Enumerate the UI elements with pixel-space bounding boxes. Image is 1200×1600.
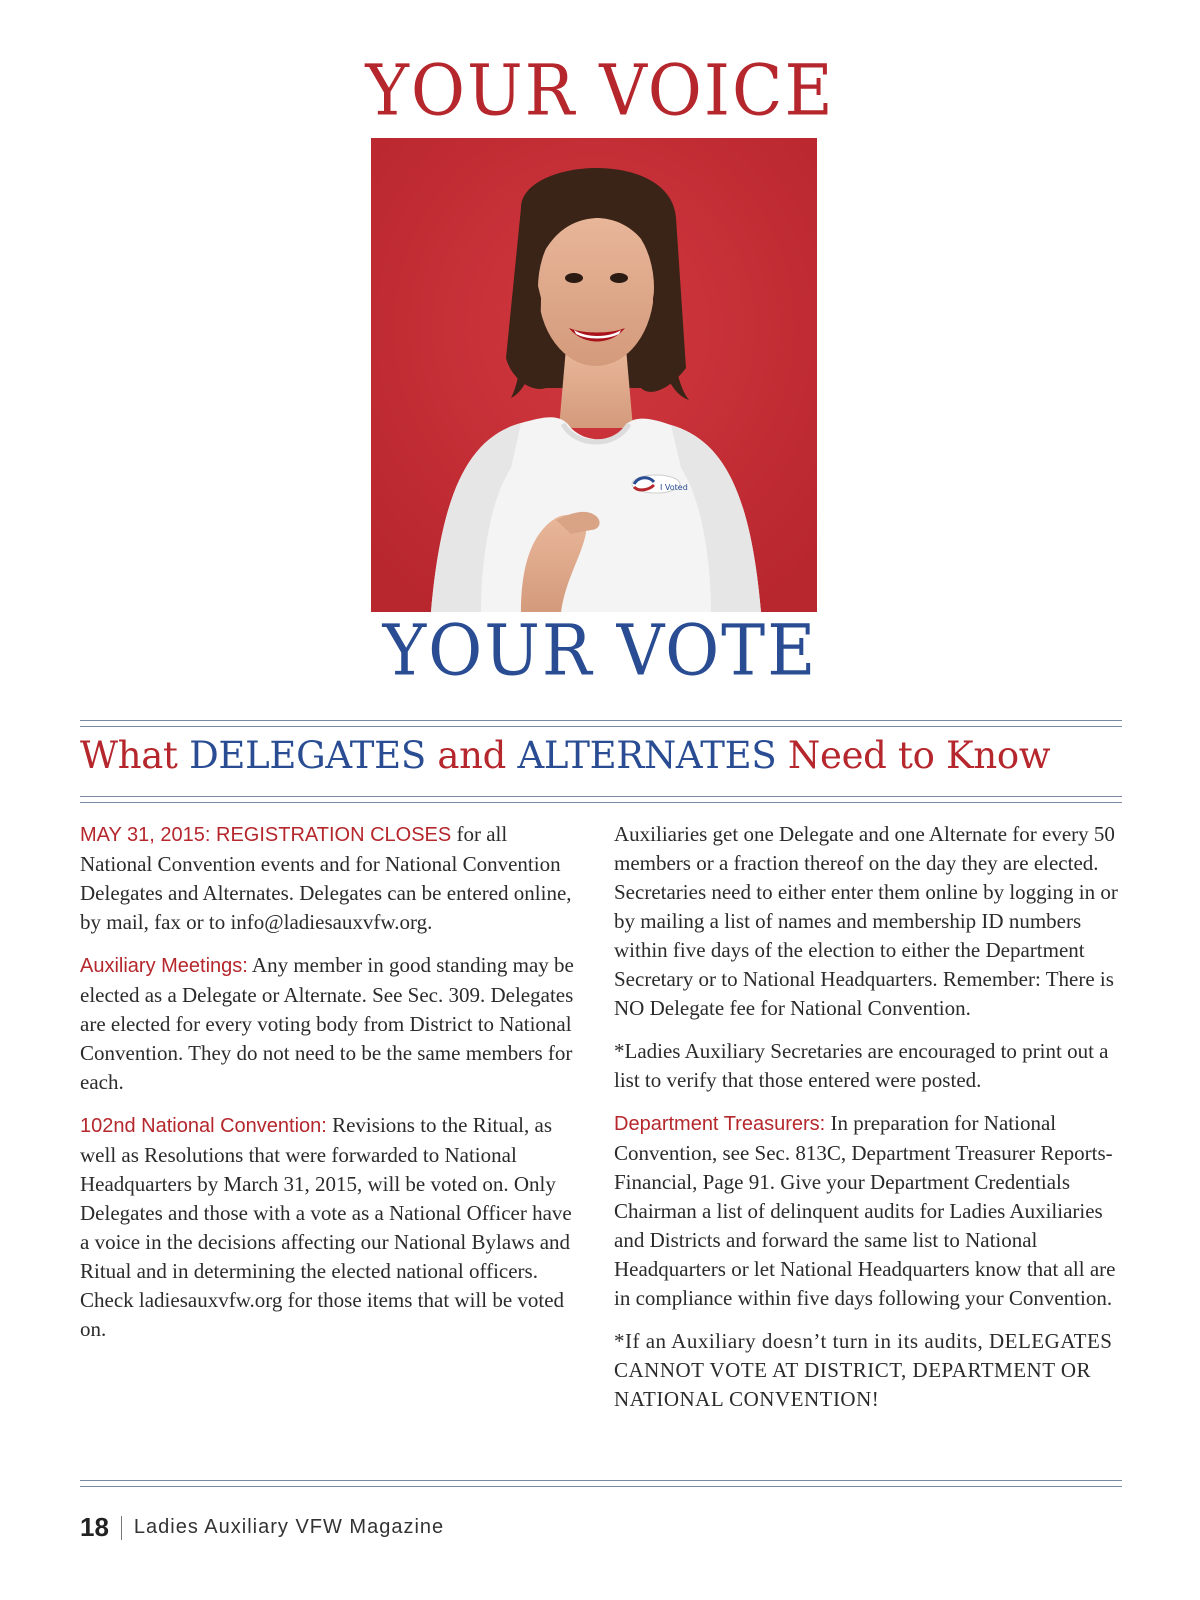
page-footer	[80, 1512, 444, 1543]
paragraph-audits-warning: *If an Auxiliary doesn’t turn in its audits, DELEGATES CANNOT VOTE AT DISTRICT, DEPARTMENT OR NATIONAL CONVENTION!	[614, 1329, 1113, 1411]
sticker-text: I Voted	[660, 483, 688, 492]
divider-top	[80, 720, 1122, 727]
paragraph-auxiliary-meetings	[80, 951, 575, 1097]
section-headline	[80, 734, 1122, 777]
headline-part: DELEGATES	[189, 734, 426, 777]
lead-auxiliary-meetings: Auxiliary Meetings:	[80, 955, 248, 977]
title-your-voice: YOUR VOICE	[365, 49, 835, 132]
headline-part: What	[80, 734, 190, 777]
lead-department-treasurers: Department Treasurers:	[614, 1113, 826, 1135]
headline-part: ALTERNATES	[517, 734, 777, 777]
divider-headline	[80, 796, 1122, 803]
paragraph-secretaries-note: *Ladies Auxiliary Secretaries are encouraged to print out a list to verify that those entered were posted.	[614, 1039, 1109, 1092]
lead-national-convention: 102nd National Convention:	[80, 1115, 327, 1137]
headline-part: and	[425, 734, 518, 777]
body-auxiliary-meetings: Any member in good standing may be elected as a Delegate or Alternate. See Sec. 309. Delegates are elected for every voting body from District to National Convention. They do not need to be the same members for each.	[80, 953, 574, 1094]
paragraph-department-treasurers	[614, 1109, 1122, 1313]
title-your-vote: YOUR VOTE	[382, 609, 818, 692]
lead-registration: MAY 31, 2015: REGISTRATION CLOSES	[80, 824, 452, 846]
paragraph-national-convention	[80, 1111, 575, 1344]
paragraph-delegate-allocation: Auxiliaries get one Delegate and one Alternate for every 50 members or a fraction thereof on the day they are elected. Secretaries need to either enter them online by logging in or by mailing a list of names and membership ID numbers within five days of the election to either the Department Secretary or to National Headquarters. Remember: There is NO Delegate fee for National Convention.	[614, 822, 1118, 1020]
voter-photo	[371, 138, 817, 612]
body-department-treasurers: In preparation for National Convention, see Sec. 813C, Department Treasurer Reports-Financial, Page 91. Give your Department Credentials Chairman a list of delinquent audits for Ladies Auxiliaries and Districts and forward the same list to National Headquarters or let National Headquarters know that all are in compliance within five days following your Convention.	[614, 1111, 1116, 1310]
headline-part: Need to Know	[776, 734, 1051, 777]
paragraph-registration	[80, 820, 575, 937]
footer-separator	[121, 1516, 122, 1540]
magazine-name: Ladies Auxiliary VFW Magazine	[133, 1516, 445, 1538]
right-column	[614, 820, 1122, 1428]
voter-illustration	[371, 138, 817, 612]
divider-bottom	[80, 1480, 1122, 1487]
body-national-convention: Revisions to the Ritual, as well as Resolutions that were forwarded to National Headquarters by March 31, 2015, will be voted on. Only Delegates and those with a vote as a National Officer have a voice in the decisions affecting our National Bylaws and Ritual and in determining the elected national officers. Check ladiesauxvfw.org for those items that will be voted on.	[80, 1113, 572, 1341]
page-number: 18	[80, 1512, 109, 1542]
left-column	[80, 820, 575, 1358]
body-registration: for all National Convention events and for National Convention Delegates and Alternates. Delegates can be entered online, by mail, fax or to info@ladiesauxvfw.org.	[80, 822, 572, 934]
